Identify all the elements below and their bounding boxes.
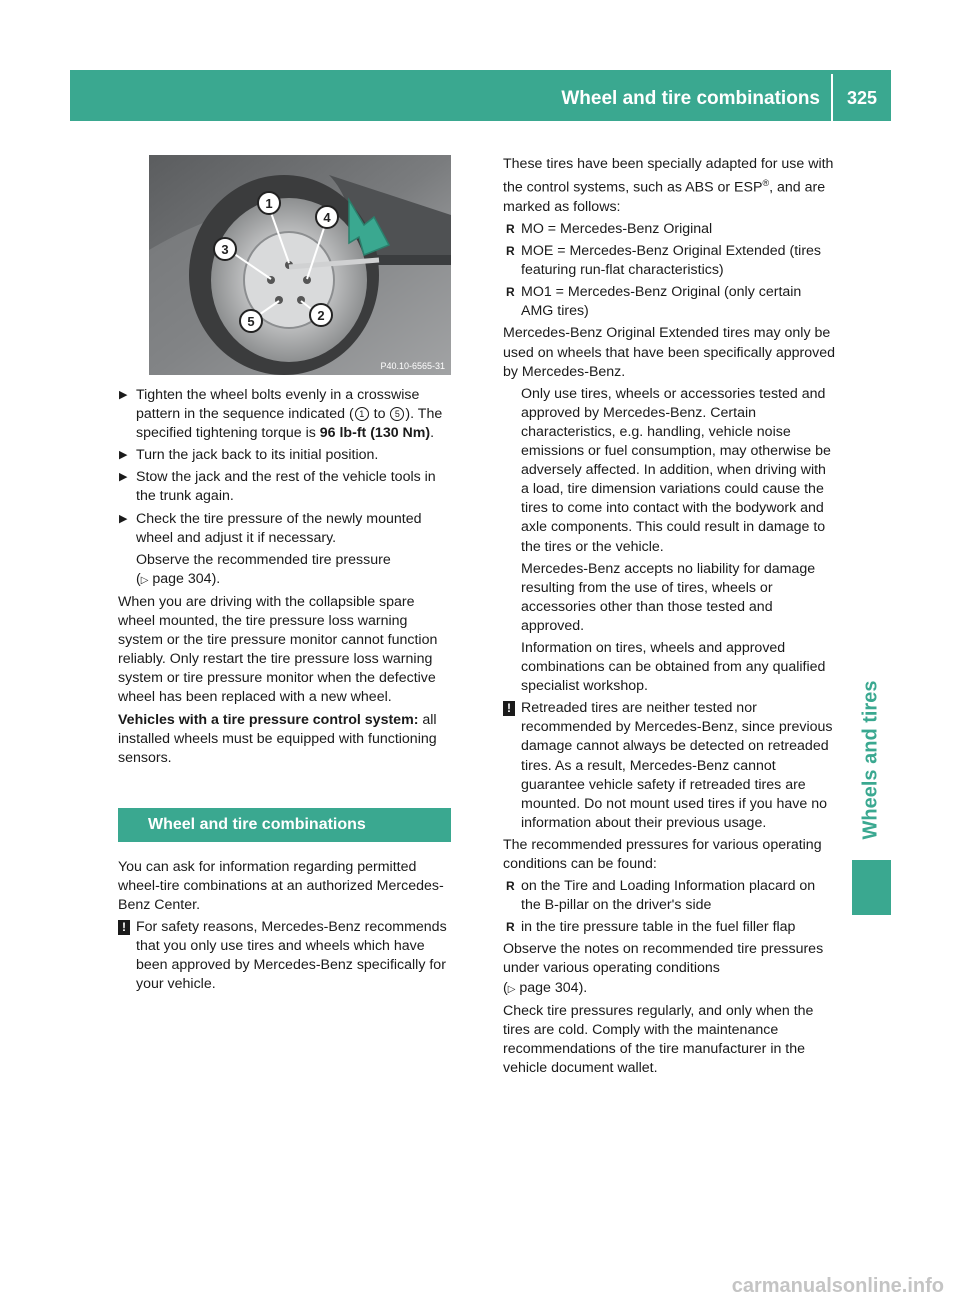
section-title: Wheel and tire combinations (118, 808, 451, 842)
wheel-bolt-figure (149, 155, 451, 375)
warning-icon: ! (118, 920, 130, 935)
warning-icon: ! (503, 701, 515, 716)
marker-3: 3 (221, 242, 229, 257)
side-tab-marker (852, 860, 891, 915)
footer-watermark: carmanualsonline.info (731, 1275, 944, 1297)
marker-2: 2 (317, 308, 325, 323)
spare-wheel-paragraph: When you are driving with the collapsible spare wheel mounted, the tire pressure loss warning system or the tire pressure monitor cannot function reliably. Only restart the tire pressure loss warning system or tire pressure monitor when the defective wheel has been replaced with a new wheel. (118, 593, 438, 706)
step-tighten: ▶ Tighten the wheel bolts evenly in a crosswise pattern in the sequence indicated ( 1 to 5 ). The specified tightening torque is 96 lb-ft (130 Nm). (119, 387, 443, 442)
location-filler-flap: R in the tire pressure table in the fuel filler flap (503, 918, 836, 937)
bullet-icon: R (506, 879, 515, 894)
side-tab-label: Wheels and tires (859, 680, 882, 840)
step-stow: ▶ Stow the jack and the rest of the vehicle tools in the trunk again. (119, 469, 436, 505)
marking-mo1: R MO1 = Mercedes-Benz Original (only certain AMG tires) (506, 284, 802, 320)
page-ref-link[interactable]: page 304). (519, 979, 588, 996)
circled-1: 1 (355, 407, 369, 421)
page-header-title: Wheel and tire combinations (561, 88, 820, 109)
pressures-intro: The recommended pressures for various operating conditions can be found: (503, 836, 822, 873)
liability-paragraph: Mercedes-Benz accepts no liability for damage resulting from the use of tires, wheels or accessories other than those tested and approved. (521, 560, 816, 634)
observe-pressure: Observe the recommended tire pressure (▷ page 304). (136, 551, 391, 587)
combinations-paragraph: You can ask for information regarding permitted wheel-tire combinations at an authorized Mercedes-Benz Center. (118, 858, 444, 913)
step-arrow-icon: ▶ (119, 449, 128, 462)
page-ref-icon: ▷ (507, 983, 516, 995)
page-ref-icon: ▷ (140, 574, 149, 586)
marking-mo: R MO = Mercedes-Benz Original (503, 220, 836, 239)
check-paragraph: Check tire pressures regularly, and only when the tires are cold. Comply with the maintenance recommendations of the tire manufacturer in the vehicle document wallet. (503, 1002, 814, 1076)
marker-5: 5 (247, 314, 255, 329)
bullet-icon: R (506, 244, 515, 259)
left-column (118, 386, 451, 997)
bullet-icon: R (506, 285, 515, 300)
right-column (503, 155, 836, 1081)
moe-paragraph: Mercedes-Benz Original Extended tires may only be used on wheels that have been specifically approved by Mercedes-Benz. (503, 325, 836, 380)
page-number: 325 (846, 88, 878, 108)
circled-5: 5 (390, 407, 404, 421)
retreaded-note: ! Retreaded tires are neither tested nor recommended by Mercedes-Benz, since previous damage cannot always be detected on retreaded tires. As a result, Mercedes-Benz cannot guarantee vehicle safety if retreaded tires are mounted. Do not mount used tires if you have no information about their previous usage. (503, 699, 836, 833)
step-arrow-icon: ▶ (119, 389, 128, 401)
step-jack: ▶ Turn the jack back to its initial position. (118, 446, 451, 465)
information-paragraph: Information on tires, wheels and approved combinations can be obtained from any qualified specialist workshop. (521, 639, 826, 695)
only-use-paragraph: Only use tires, wheels or accessories tested and approved by Mercedes-Benz. Certain characteristics, e.g. handling, vehicle noise emissions or fuel consumption, may otherwise be adversely affected. In addition, when driving with a load, tire dimension variations could cause the tires to come into contact with the bodywork and axle components. This could result in damage to the tires or the vehicle. (521, 385, 831, 555)
figure-code: P40.10-6565-31 (380, 361, 445, 371)
safety-note: ! For safety reasons, Mercedes-Benz recommends that you only use tires and wheels which have been approved by Mercedes-Benz specifically for your vehicle. (118, 918, 451, 994)
observe-notes: Observe the notes on recommended tire pressures under various operating conditions (▷ page 304). (503, 941, 824, 996)
marker-1: 1 (265, 196, 273, 211)
page-ref-link[interactable]: page 304). (152, 570, 221, 587)
intro-paragraph: These tires have been specially adapted for use with the control systems, such as ABS or ESP®, and are marked as follows: (503, 156, 834, 215)
sensors-paragraph: Vehicles with a tire pressure control system: all installed wheels must be equipped with functioning sensors. (118, 711, 437, 766)
bullet-icon: R (506, 222, 515, 237)
step-check: ▶ Check the tire pressure of the newly mounted wheel and adjust it if necessary. (119, 510, 422, 546)
location-placard: R on the Tire and Loading Information placard on the B-pillar on the driver's side (506, 878, 816, 914)
marker-4: 4 (323, 210, 331, 225)
step-arrow-icon: ▶ (119, 471, 128, 484)
step-arrow-icon: ▶ (119, 512, 128, 525)
marking-moe: R MOE = Mercedes-Benz Original Extended (tires featuring run-flat characteristics) (506, 243, 822, 279)
bullet-icon: R (506, 920, 515, 935)
